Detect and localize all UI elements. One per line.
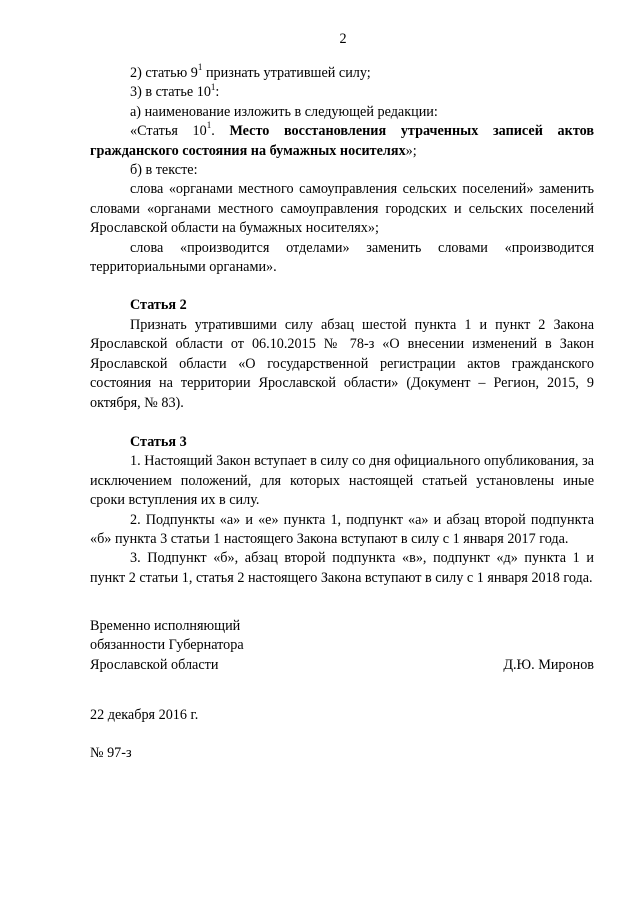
superscript: 1 [197, 62, 203, 73]
text: . [211, 123, 230, 140]
article-3-item-3: 3. Подпункт «б», абзац второй подпункта «в», подпункт «д» пункта 1 и пункт 2 статьи 1, статья 2 настоящего Закона вступают в силу с 1 января 2018 года. [90, 550, 594, 586]
text: «Статья 10 [130, 123, 207, 140]
article-3-heading: Статья 3 [130, 433, 187, 450]
article-3-item-1: 1. Настоящий Закон вступает в силу со дня официального опубликования, за исключением положений, для которых настоящей статьей установлены иные сроки вступления их в силу. [90, 453, 594, 509]
document-body [90, 64, 594, 588]
page-number: 2 [339, 31, 347, 47]
text: : [215, 84, 220, 101]
signature-line [90, 656, 594, 675]
signature-block [90, 617, 594, 675]
article-2-text: Признать утратившими силу абзац шестой пункта 1 и пункт 2 Закона Ярославской области от 06.10.2015 № 78-з «О внесении изменений в Закон Ярославской области «О государственной регистрации актов гражданского состояния на территории Ярославской области» (Документ – Регион, 2015, 9 октября, № 83). [90, 316, 594, 411]
bold-title: Место восстановления утраченных записей актов гражданского состояния на бумажных носителях [90, 123, 595, 159]
amend-item-a: а) наименование изложить в следующей редакции: [130, 103, 438, 120]
amend-new-title [90, 122, 594, 161]
signature-title-line-1: Временно исполняющий [90, 618, 241, 634]
text: признать утратившей силу; [202, 65, 371, 81]
text: 2) статью 9 [130, 65, 198, 81]
text: »; [405, 142, 417, 159]
amend-words-2: слова «производится отделами» заменить словами «производится территориальными органами». [90, 239, 594, 276]
amend-item-b: б) в тексте: [130, 162, 198, 179]
signer-name: Д.Ю. Миронов [503, 656, 594, 673]
superscript: 1 [206, 120, 212, 131]
amend-words-1: слова «органами местного самоуправления сельских поселений» заменить словами «органами местного самоуправления городских и сельских поселений Ярославской области на бумажных носителях»; [90, 181, 594, 237]
text: 3) в статье 10 [130, 84, 211, 101]
document-date: 22 декабря 2016 г. [90, 707, 199, 723]
law-number: № 97-з [90, 745, 132, 761]
article-2-heading: Статья 2 [130, 297, 187, 314]
superscript: 1 [210, 81, 216, 92]
amend-item-3 [90, 83, 594, 102]
signature-title-line-2: обязанности Губернатора [90, 637, 244, 654]
article-3-item-2: 2. Подпункты «а» и «е» пункта 1, подпункт «а» и абзац второй подпункта «б» пункта 3 статьи 1 настоящего Закона вступают в силу с 1 января 2017 года. [90, 511, 594, 547]
amend-item-2 [90, 64, 594, 83]
signature-title-line-3: Ярославской области [90, 656, 219, 673]
